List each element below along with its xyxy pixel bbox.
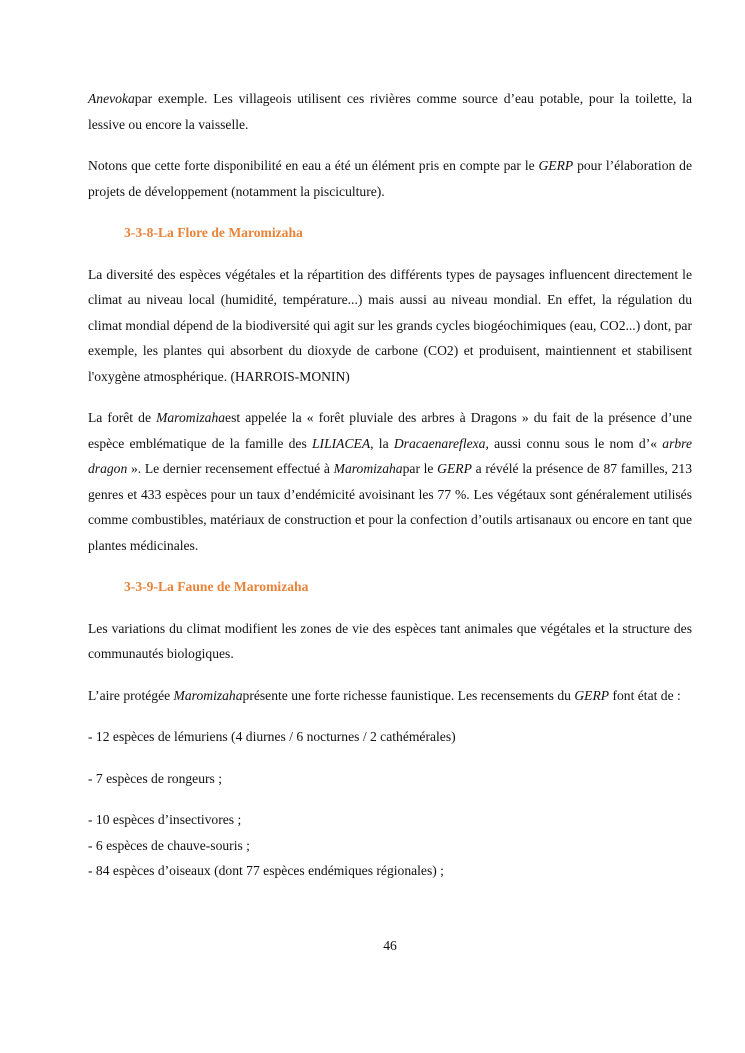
section-heading-faune: 3-3-9-La Faune de Maromizaha <box>124 579 309 594</box>
section-heading-flore: 3-3-8-La Flore de Maromizaha <box>124 225 303 240</box>
page-number: 46 <box>383 938 397 953</box>
organization-name: GERP <box>538 158 574 173</box>
list-item: - 6 espèces de chauve-souris ; <box>88 837 250 853</box>
paragraph-water-use: Anevokapar exemple. Les villageois utilisent ces rivières comme source d’eau potable, pour la toilette, la lessive ou encore la vaisselle. <box>88 91 692 132</box>
paragraph-climate-variation: Les variations du climat modifient les zones de vie des espèces tant animales que végétales et la structure des communautés biologiques. <box>88 620 692 661</box>
paragraph-plant-diversity: La diversité des espèces végétales et la répartition des différents types de paysages influencent directement le climat au niveau local (humidité, température...) mais aussi au niveau mondial. En effet, la régulation du climat mondial dépend de la biodiversité qui agit sur les grands cycles biogéochimiques (eau, CO2...) dont, par exemple, les plantes qui absorbent du dioxyde de carbone (CO2) et produisent, maintiennent et stabilisent l'oxygène atmosphérique. (HARROIS-MONIN) <box>88 266 692 384</box>
species-list-rodents <box>88 766 692 792</box>
paragraph-fauna-richness: L’aire protégée Maromizahaprésente une forte richesse faunistique. Les recensements du GERP font état de : <box>88 687 681 703</box>
paragraph-dragon-forest: La forêt de Maromizahaest appelée la « forêt pluviale des arbres à Dragons » du fait de la présence d’une espèce emblématique de la famille des LILIACEA, la Dracaenareflexa, aussi connu sous le nom d’« arbre dragon ». Le dernier recensement effectué à Maromizahapar le GERP a révélé la présence de 87 familles, 213 genres et 433 espèces pour un taux d’endémicité avoisinant les 77 %. Les végétaux sont généralement utilisés comme combustibles, matériaux de construction et pour la confection d’outils artisanaux ou encore en tant que plantes médicinales. <box>88 410 693 553</box>
list-item: - 7 espèces de rongeurs ; <box>88 770 222 786</box>
paragraph-gerp-water: Notons que cette forte disponibilité en eau a été un élément pris en compte par le GERP pour l’élaboration de projets de développement (notamment la pisciculture). <box>88 158 692 199</box>
document-page <box>88 86 692 900</box>
species-list-others <box>88 807 692 884</box>
list-item: - 10 espèces d’insectivores ; <box>88 812 242 827</box>
list-item: - 12 espèces de lémuriens (4 diurnes / 6 nocturnes / 2 cathémérales) <box>88 729 456 744</box>
list-item: - 84 espèces d’oiseaux (dont 77 espèces endémiques régionales) ; <box>88 863 444 878</box>
species-list-lemurs <box>88 724 692 750</box>
place-name: Anevoka <box>88 91 135 106</box>
